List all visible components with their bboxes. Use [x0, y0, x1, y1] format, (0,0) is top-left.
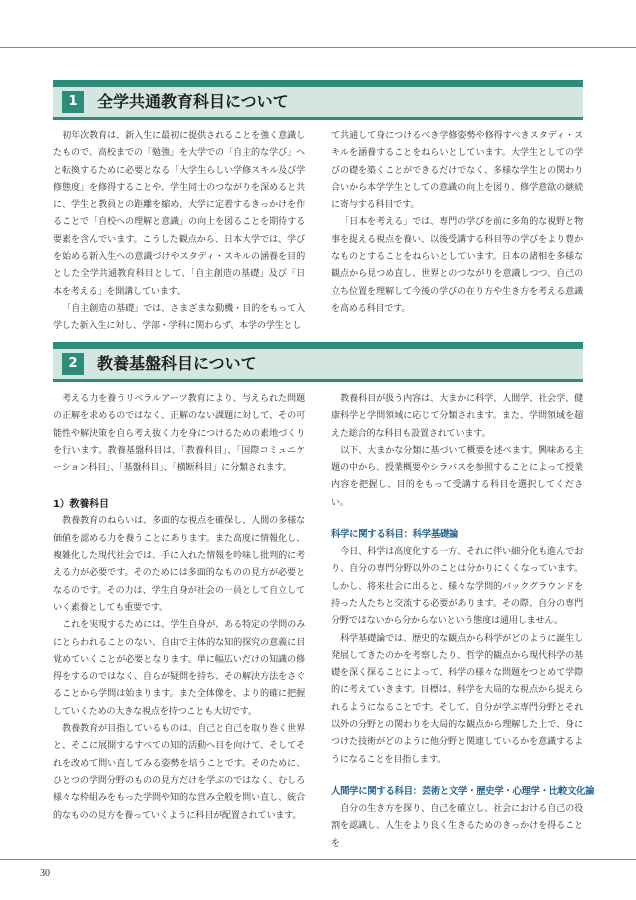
top-rule [0, 47, 636, 48]
paragraph: 「日本を考える」では、専門の学びを前に多角的な視野と物事を捉える視点を養い、以後受講する科目等の学びをより豊かなものとすることをねらいとしています。日本の諸相を多様な観点から見つめ直し、世界とのつながりを意識しつつ、自己の立ち位置を理解して今後の学びの在り方や生き方を考える意識を高める科目です。 [331, 217, 583, 314]
paragraph: 初年次教育は、新入生に最初に提供されることを強く意識したもので、高校までの「勉強」を大学での「自主的な学び」へと転換するために必要となる「大学生らしい学修スキル及び学修態度」を修得することや、学生同士のつながりを深めると共に、学生と教員との距離を縮め、大学に定着するきっかけを作ることで「自校への理解と意識」の向上を図ることを期待する要素を含んでいます。こうした観点から、日本大学では、学びを始める新入生への意識づけやスタディ・スキルの涵養を目的とした全学共通教育科目として、「自主創造の基礎」及び「日本を考える」を開講しています。 [53, 131, 305, 297]
section-1-left-column [53, 128, 305, 336]
paragraph: 以下、大まかな分類に基づいて概要を述べます。興味ある主題の中から、授業概要やシラバスを参照することによって授業内容を把握し、目的をもって受講する科目を選択してください。 [331, 445, 583, 508]
section-2-left-column [53, 391, 305, 825]
paragraph: 「自主創造の基礎」では、さまざまな動機・目的をもって入学した新入生に対し、学部・学科に関わらず、本学の学生とし [53, 303, 305, 332]
section-1-right-column [331, 128, 583, 318]
paragraph: 科学基礎論では、歴史的な観点から科学がどのように誕生し発展してきたのかを考察したり、哲学的観点から現代科学の基礎を深く探ることによって、科学の様々な問題をつとめて学際的に考えていきます。目標は、科学を大局的な視点から捉えられるようになることです。そして、自分が学ぶ専門分野とそれ以外の分野との関わりを大局的な観点から理解した上で、身につけた技術がどのように他分野と関連しているかを意識するようになることを目指します。 [331, 633, 583, 765]
bottom-rule [0, 859, 636, 860]
section-2-title: 教養基盤科目について [97, 354, 257, 373]
paragraph: 教養教育のねらいは、多面的な視点を確保し、人間の多様な価値を認める力を養うことにあります。また高度に情報化し、複雑化した現代社会では、手に入れた情報を吟味し批判的に考える力が必要です。そのためには多面的なものの見方が必要となるのです。その力は、学生自身が社会の一員として自立していく素養としても重要です。 [53, 516, 305, 613]
paragraph: 自分の生き方を探り、自己を確立し、社会における自己の役割を認識し、人生をより良く生きるためのきっかけを得ることを [331, 803, 583, 849]
section-1-header [53, 80, 583, 120]
section-2-number: 2 [62, 353, 84, 375]
section-2-header [53, 342, 583, 382]
page-number: 30 [40, 868, 50, 879]
section-2-right-column [331, 391, 595, 853]
humanities-heading: 人間学に関する科目：芸術と文学・歴史学・心理学・比較文化論 [331, 785, 595, 797]
section-1-title: 全学共通教育科目について [97, 92, 289, 111]
paragraph: 教養教育が目指しているものは、自己と自己を取り巻く世界と、そこに展開するすべての知的活動へ目を向けて、そしてそれを改めて問い直してみる姿勢を培うことです。そのために、ひとつの学問分野のものの見方だけを学ぶのではなく、むしろ様々な枠組みをもった学問や知的な営み全般を問い直し、統合的なものの見方を養っていくように科目が配置されています。 [53, 724, 305, 821]
paragraph: これを実現するためには、学生自身が、ある特定の学問のみにとらわれることのない、自由で主体的な知的探究の意義に目覚めていくことが必要となります。単に幅広いだけの知識の修得をするのではなく、自らが疑問を持ち、その解決方法をさぐることから学問は始まります。また全体像を、より的確に把握していくための大きな視点を持つことも大切です。 [53, 620, 305, 717]
subsection-heading: 1）教養科目 [53, 499, 109, 511]
science-heading: 科学に関する科目：科学基礎論 [331, 529, 459, 541]
section-1-number: 1 [62, 91, 84, 113]
paragraph: て共通して身につけるべき学修姿勢や修得すべきスタディ・スキルを涵養することをねらいとしています。大学生としての学びの礎を築くことができるだけでなく、多様な学生との関わり合いから本学学生としての意識の向上を図り、修学意欲の継続に寄与する科目です。 [331, 131, 583, 211]
paragraph: 教養科目が扱う内容は、大まかに科学、人間学、社会学、健康科学と学問領域に応じて分類されます。また、学問領域を超えた総合的な科目も設置されています。 [331, 394, 583, 439]
paragraph: 今日、科学は高度化する一方、それに伴い細分化も進んでおり、自分の専門分野以外のことは分かりにくくなっています。しかし、将来社会に出ると、様々な学問的バックグラウンドを持った人たちと交流する必要があります。その際、自分の専門分野ではないから分からないという態度は通用しません。 [331, 547, 583, 627]
intro-paragraph: 考える力を養うリベラルアーツ教育により、与えられた問題の正解を求めるのではなく、正解のない課題に対して、その可能性や解決策を自ら考え抜く力を身につけるための素地づくりを行います。教養基盤科目は、「教養科目」、「国際コミュニケーション科目」、「基盤科目」、「横断科目」に分類されます。 [53, 394, 305, 474]
